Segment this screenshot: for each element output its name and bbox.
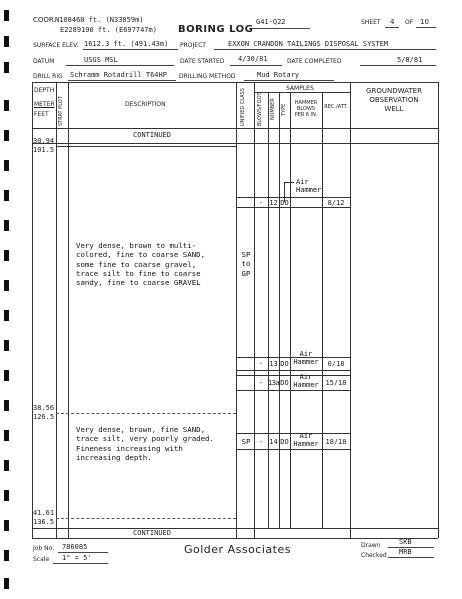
binder-hole xyxy=(4,220,9,231)
groundwater-header-2: OBSERVATION xyxy=(369,96,419,104)
sample-rec-att: 18/18 xyxy=(325,438,347,446)
sample-number: 14 xyxy=(269,438,278,446)
depth-marker-meter: 41.61 xyxy=(33,509,55,517)
coor-east: E2289190 ft. (E697747m) xyxy=(60,26,157,34)
sample-hammer: Air Hammer xyxy=(293,373,319,389)
air-hammer-note: Air Hammer xyxy=(296,178,322,194)
sample-rec-att: 15/18 xyxy=(325,379,347,387)
depth-marker-feet: 136.5 xyxy=(33,518,55,526)
sample-rec-att: 0/18 xyxy=(327,360,345,368)
drill-rig-label: DRILL RIG xyxy=(33,73,63,80)
sheet-label: SHEET xyxy=(361,19,381,26)
sample-type: DO xyxy=(280,199,289,207)
number-header: NUMBER xyxy=(270,98,276,120)
company-name: Golder Associates xyxy=(184,543,291,556)
drill-rig-value: Schramm Rotadrill T64HP xyxy=(70,71,167,79)
binder-hole xyxy=(4,100,9,111)
meter-header: METER xyxy=(34,101,55,108)
project-value: EXXON CRANDON TAILINGS DISPOSAL SYSTEM xyxy=(228,40,389,48)
job-number: 786085 xyxy=(62,543,88,551)
binder-hole xyxy=(4,490,9,501)
groundwater-header-3: WELL xyxy=(384,105,404,113)
blows-foot-header: BLOWS/FOOT xyxy=(257,92,263,126)
depth-marker-feet: 126.5 xyxy=(33,413,55,421)
binder-hole xyxy=(4,578,9,589)
depth-marker-meter: 30.94 xyxy=(33,137,55,145)
scale-label: Scale xyxy=(33,556,50,563)
surface-elev-label: SURFACE ELEV. xyxy=(33,42,79,49)
sample-number: 13 xyxy=(269,360,278,368)
depth-marker-feet: 101.5 xyxy=(33,146,55,154)
type-header: TYPE xyxy=(281,103,287,116)
hammer-header-1: HAMMER xyxy=(294,100,318,106)
layer-unified-class: SP xyxy=(241,437,251,446)
sample-number: 12 xyxy=(269,199,278,207)
scale-value: 1" = 5' xyxy=(62,554,92,562)
rec-att-header: REC./ATT. xyxy=(324,104,348,110)
binder-hole xyxy=(4,280,9,291)
feet-header: FEET xyxy=(34,111,49,118)
sample-blows: - xyxy=(258,360,264,368)
date-completed-label: DATE COMPLETED xyxy=(287,58,342,65)
checked-label: Checked xyxy=(361,552,387,559)
sample-hammer: Air Hammer xyxy=(293,432,319,448)
depth-marker-meter: 38.56 xyxy=(33,404,55,412)
drilling-method-label: DRILLING METHOD xyxy=(179,73,236,80)
date-completed-value: 5/8/81 xyxy=(397,56,423,64)
binder-hole xyxy=(4,250,9,261)
sheet-number: 4 xyxy=(390,18,395,26)
drawn-value: SKB xyxy=(399,538,412,546)
hammer-header-2: BLOWS xyxy=(296,106,316,112)
binder-hole xyxy=(4,370,9,381)
log-title: BORING LOG xyxy=(178,24,254,35)
depth-header: DEPTH xyxy=(34,87,55,94)
binder-hole xyxy=(4,10,9,21)
description-header: DESCRIPTION xyxy=(125,101,166,108)
binder-hole xyxy=(4,62,9,73)
hammer-header-3: PER 6 IN. xyxy=(294,112,318,118)
coor-label: COOR. xyxy=(33,16,56,24)
of-label: OF xyxy=(405,19,414,26)
binder-hole xyxy=(4,400,9,411)
binder-hole xyxy=(4,520,9,531)
drawn-label: Drawn xyxy=(361,542,381,549)
binder-hole xyxy=(4,340,9,351)
binder-hole xyxy=(4,550,9,561)
layer-description: Very dense, brown to multi- colored, fine to coarse SAND, some fine to coarse gravel, trace silt to fine to coarse sandy, fine to coarse GRAVEL xyxy=(76,241,206,288)
continued-bottom: CONTINUED xyxy=(133,529,171,537)
project-label: PROJECT xyxy=(180,42,206,49)
datum-label: DATUM xyxy=(33,58,55,65)
surface-elev-value: 1612.3 ft. (491.43m) xyxy=(84,40,169,48)
binder-hole xyxy=(4,430,9,441)
sample-blows: - xyxy=(258,379,264,387)
strat-plot-header: STRAT PLOT xyxy=(58,96,64,126)
sample-type: DO xyxy=(280,438,289,446)
checked-value: MRB xyxy=(399,548,412,556)
binder-hole xyxy=(4,460,9,471)
continued-top: CONTINUED xyxy=(133,131,171,139)
layer-unified-class: SP to GP xyxy=(241,250,251,278)
groundwater-header-1: GROUNDWATER xyxy=(366,87,422,95)
sample-number: 13a xyxy=(268,379,280,387)
boring-id: G41-Q22 xyxy=(256,18,286,26)
binder-hole xyxy=(4,160,9,171)
unified-class-header: UNIFIED CLASS xyxy=(240,88,246,126)
date-started-value: 4/30/81 xyxy=(238,55,268,63)
sample-type: DO xyxy=(280,379,289,387)
coor-north: N108460 ft. (N33059m) xyxy=(55,16,144,24)
date-started-label: DATE STARTED xyxy=(180,58,225,65)
layer-description: Very dense, brown, fine SAND, trace silt, very poorly graded. Fineness increasing with increasing depth. xyxy=(76,425,214,462)
sample-type: DO xyxy=(280,360,289,368)
sheet-total: 10 xyxy=(420,18,429,26)
binder-hole xyxy=(4,190,9,201)
job-label: Job No. xyxy=(33,545,55,552)
binder-hole xyxy=(4,36,9,47)
sample-blows: - xyxy=(258,199,264,207)
binder-hole xyxy=(4,130,9,141)
sample-rec-att: 8/12 xyxy=(327,199,345,207)
datum-value: USGS MSL xyxy=(84,56,118,64)
drilling-method-value: Mud Rotary xyxy=(257,71,300,79)
binder-hole xyxy=(4,310,9,321)
sample-hammer: Air Hammer xyxy=(293,350,319,366)
sample-blows: - xyxy=(258,438,264,446)
samples-header: SAMPLES xyxy=(286,85,314,92)
